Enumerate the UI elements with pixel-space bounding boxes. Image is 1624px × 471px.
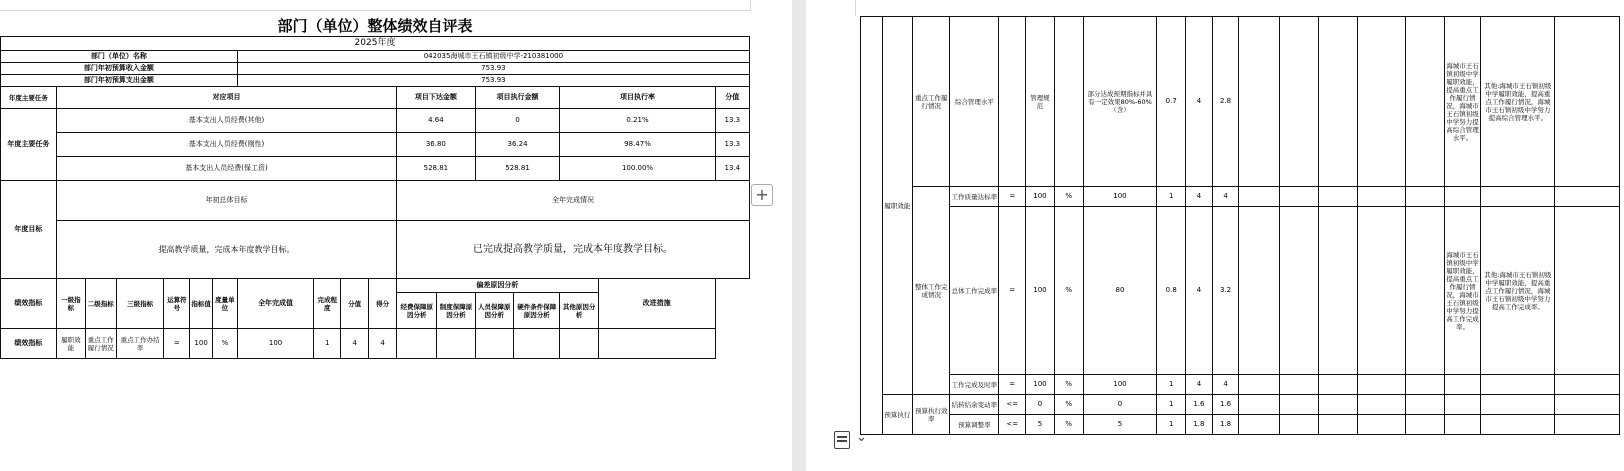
r-measure — [1481, 375, 1555, 395]
r-op: = — [999, 187, 1026, 207]
task-row — [1, 109, 750, 133]
r-l1: 履职效能 — [882, 17, 913, 395]
r-l2: 重点工作履行情况 — [913, 17, 950, 187]
dev-cell — [1280, 415, 1319, 435]
r-done: 部分达成预期指标并具有一定效果80%-60%（含） — [1083, 17, 1157, 187]
self-evaluation-table-left — [0, 16, 750, 359]
l3-header: 三级指标 — [116, 279, 164, 329]
r-target: 100 — [1026, 187, 1055, 207]
trailing-cell — [1555, 395, 1620, 415]
self-evaluation-table-right — [860, 16, 1620, 435]
trailing-cell — [1555, 207, 1620, 375]
r-unit: % — [1054, 375, 1083, 395]
dev-cell — [1358, 395, 1405, 415]
add-page-button[interactable]: + — [751, 184, 773, 206]
rate-header: 项目执行率 — [560, 87, 715, 109]
r-l3: 总体工作完成率 — [950, 207, 999, 375]
issued-header: 项目下达金额 — [397, 87, 476, 109]
task-score: 13.4 — [715, 157, 749, 181]
dev-cell — [1280, 375, 1319, 395]
dev-cell — [1239, 187, 1280, 207]
dev-cell — [1405, 207, 1444, 375]
r-reason — [1444, 187, 1481, 207]
perf-op: = — [164, 329, 190, 359]
r-score: 4 — [1186, 375, 1213, 395]
dev-cell — [1319, 395, 1358, 415]
r-score: 1.6 — [1186, 395, 1213, 415]
dev-cell — [475, 329, 513, 359]
l2-header: 二级指标 — [85, 279, 116, 329]
r-l1: 预算执行 — [882, 395, 913, 435]
done-header: 全年完成值 — [237, 279, 314, 329]
trailing-cell — [1555, 187, 1620, 207]
executed-header: 项目执行金额 — [475, 87, 560, 109]
dev-cell — [1405, 395, 1444, 415]
r-done: 100 — [1083, 187, 1157, 207]
r-got: 4 — [1212, 187, 1239, 207]
dev-col-header: 人员保障原因分析 — [475, 293, 513, 329]
trailing-cell — [1555, 375, 1620, 395]
perf-done: 100 — [237, 329, 314, 359]
r-reason: 海城市王石镇初级中学履职效能，提高重点工作履行情况，海城市王石镇初级中学努力提高综合管理水平。 — [1444, 17, 1481, 187]
table-tools-icon — [834, 431, 850, 449]
dev-cell — [1358, 375, 1405, 395]
r-score: 4 — [1186, 207, 1213, 375]
r-score: 4 — [1186, 187, 1213, 207]
right-page-top-edge — [855, 0, 1624, 16]
dev-cell — [1405, 187, 1444, 207]
r-got: 3.2 — [1212, 207, 1239, 375]
r-got: 2.8 — [1212, 17, 1239, 187]
unit-header: 度量单位 — [212, 279, 237, 329]
r-op: = — [999, 207, 1026, 375]
task-executed: 36.24 — [475, 133, 560, 157]
dev-col-header: 制度保障原因分析 — [437, 293, 475, 329]
task-rate: 0.21% — [560, 109, 715, 133]
r-degree: 1 — [1157, 375, 1186, 395]
year-label: 2025年度 — [1, 37, 750, 51]
r-score: 1.8 — [1186, 415, 1213, 435]
dev-col-header: 其他原因分析 — [560, 293, 598, 329]
r-unit: % — [1054, 415, 1083, 435]
page-gap — [792, 0, 806, 471]
perf-score-header: 分值 — [341, 279, 369, 329]
dev-cell — [1319, 187, 1358, 207]
r-degree: 1 — [1157, 395, 1186, 415]
r-l2: 预算执行效率 — [913, 395, 950, 435]
dev-cell — [1358, 187, 1405, 207]
task-row-label: 年度主要任务 — [1, 109, 57, 181]
r-done: 5 — [1083, 415, 1157, 435]
task-col-header: 年度主要任务 — [1, 87, 57, 109]
r-measure: 其他:海城市王石镇初级中学履职效能，提高重点工作履行情况，海城市王石镇初级中学努力提高综合管理水平。 — [1481, 17, 1555, 187]
dev-cell — [560, 329, 598, 359]
r-got: 1.8 — [1212, 415, 1239, 435]
income-label: 部门年初预算收入金额 — [1, 63, 238, 75]
r-measure — [1481, 415, 1555, 435]
dev-col-header: 经费保障原因分析 — [397, 293, 437, 329]
dev-cell — [1280, 207, 1319, 375]
dev-cell — [1280, 187, 1319, 207]
initial-goal-header: 年初总体目标 — [56, 181, 396, 221]
perf-got-header: 得分 — [369, 279, 397, 329]
task-issued: 4.64 — [397, 109, 476, 133]
perf-row-label: 绩效指标 — [1, 329, 57, 359]
r-unit — [1054, 17, 1083, 187]
task-rate: 98.47% — [560, 133, 715, 157]
dev-cell — [1239, 17, 1280, 187]
r-op: <= — [999, 415, 1026, 435]
l1-header: 一级指标 — [56, 279, 85, 329]
dev-cell — [1319, 375, 1358, 395]
income-value: 753.93 — [237, 63, 749, 75]
r-measure — [1481, 187, 1555, 207]
r-degree: 1 — [1157, 187, 1186, 207]
dept-name-label: 部门（单位）名称 — [1, 51, 238, 63]
measure-cell — [598, 329, 715, 359]
task-row — [1, 133, 750, 157]
perf-score: 4 — [341, 329, 369, 359]
r-unit: % — [1054, 187, 1083, 207]
r-degree: 0.7 — [1157, 17, 1186, 187]
page-title: 部门（单位）整体绩效自评表 — [1, 16, 750, 37]
dev-cell — [1358, 17, 1405, 187]
initial-goal-text: 提高教学质量，完成本年度教学目标。 — [56, 221, 396, 279]
task-executed: 0 — [475, 109, 560, 133]
dev-cell — [437, 329, 475, 359]
score-header: 分值 — [715, 87, 749, 109]
task-project: 基本支出人员经费(刚性) — [56, 133, 396, 157]
task-executed: 528.81 — [475, 157, 560, 181]
r-got: 1.6 — [1212, 395, 1239, 415]
r-l2: 整体工作完成情况 — [913, 187, 950, 395]
task-score: 13.3 — [715, 109, 749, 133]
table-row — [1, 329, 750, 359]
task-issued: 528.81 — [397, 157, 476, 181]
r-l3: 预算调整率 — [950, 415, 999, 435]
r-target: 0 — [1026, 395, 1055, 415]
perf-l3: 重点工作办结率 — [116, 329, 164, 359]
dev-cell — [1239, 207, 1280, 375]
perf-col0-header: 绩效指标 — [1, 279, 57, 329]
task-rate: 100.00% — [560, 157, 715, 181]
r-done: 80 — [1083, 207, 1157, 375]
r-measure — [1481, 395, 1555, 415]
dev-cell — [1405, 415, 1444, 435]
dev-cell — [1280, 17, 1319, 187]
r-target: 管理规范 — [1026, 17, 1055, 187]
right-blank-col — [861, 17, 883, 435]
r-l3: 工作完成及时率 — [950, 375, 999, 395]
r-op — [999, 17, 1026, 187]
r-target: 100 — [1026, 375, 1055, 395]
dev-cell — [513, 329, 560, 359]
r-l3: 结转结余变动率 — [950, 395, 999, 415]
table-row — [861, 207, 1620, 375]
dev-cell — [1319, 207, 1358, 375]
task-project: 基本支出人员经费(保工资) — [56, 157, 396, 181]
table-row — [861, 187, 1620, 207]
r-target: 100 — [1026, 207, 1055, 375]
expense-value: 753.93 — [237, 75, 749, 87]
expense-label: 部门年初预算支出金额 — [1, 75, 238, 87]
perf-unit: % — [212, 329, 237, 359]
r-degree: 0.8 — [1157, 207, 1186, 375]
project-header: 对应项目 — [56, 87, 396, 109]
table-tools-button[interactable] — [832, 427, 876, 453]
measures-header: 改进措施 — [598, 279, 715, 329]
r-target: 5 — [1026, 415, 1055, 435]
dev-cell — [1405, 17, 1444, 187]
perf-target: 100 — [190, 329, 213, 359]
r-unit: % — [1054, 207, 1083, 375]
dept-name-value: 042035海城市王石镇初级中学-210381000 — [237, 51, 749, 63]
perf-got: 4 — [369, 329, 397, 359]
dev-cell — [397, 329, 437, 359]
deviation-header: 偏差原因分析 — [397, 279, 599, 293]
dev-cell — [1239, 375, 1280, 395]
r-reason — [1444, 395, 1481, 415]
perf-l1: 履职效能 — [56, 329, 85, 359]
dev-cell — [1319, 17, 1358, 187]
dev-cell — [1405, 375, 1444, 395]
dev-cell — [1239, 415, 1280, 435]
trailing-cell — [1555, 17, 1620, 187]
left-page-top-edge — [0, 0, 751, 11]
perf-l2: 重点工作履行情况 — [85, 329, 116, 359]
table-row — [861, 415, 1620, 435]
dev-cell — [1358, 207, 1405, 375]
task-row — [1, 157, 750, 181]
dev-cell — [1239, 395, 1280, 415]
r-op: = — [999, 375, 1026, 395]
task-project: 基本支出人员经费(其他) — [56, 109, 396, 133]
task-score: 13.3 — [715, 133, 749, 157]
r-l3: 综合管理水平 — [950, 17, 999, 187]
r-reason — [1444, 375, 1481, 395]
degree-header: 完成程度 — [314, 279, 341, 329]
task-issued: 36.80 — [397, 133, 476, 157]
table-row — [861, 17, 1620, 187]
r-measure: 其他:海城市王石镇初级中学履职效能，提高重点工作履行情况，海城市王石镇初级中学努力提高工作完成率。 — [1481, 207, 1555, 375]
op-header: 运算符号 — [164, 279, 190, 329]
trailing-cell — [1555, 415, 1620, 435]
r-l3: 工作质量达标率 — [950, 187, 999, 207]
r-reason — [1444, 415, 1481, 435]
dev-cell — [1319, 415, 1358, 435]
r-score: 4 — [1186, 17, 1213, 187]
target-header: 指标值 — [190, 279, 213, 329]
table-row — [861, 395, 1620, 415]
perf-degree: 1 — [314, 329, 341, 359]
r-done: 0 — [1083, 395, 1157, 415]
done-goal-header: 全年完成情况 — [397, 181, 750, 221]
table-row — [861, 375, 1620, 395]
dev-cell — [1358, 415, 1405, 435]
dev-col-header: 硬件条件保障原因分析 — [513, 293, 560, 329]
r-unit: % — [1054, 395, 1083, 415]
done-goal-text: 已完成提高教学质量，完成本年度教学目标。 — [397, 221, 750, 279]
chevron-down-icon: ⌄ — [856, 430, 867, 445]
r-degree: 1 — [1157, 415, 1186, 435]
r-reason: 海城市王石镇初级中学履职效能，提高重点工作履行情况，海城市王石镇初级中学努力提高工作完成率。 — [1444, 207, 1481, 375]
dev-cell — [1280, 395, 1319, 415]
r-got: 4 — [1212, 375, 1239, 395]
r-done: 100 — [1083, 375, 1157, 395]
goals-label: 年度目标 — [1, 181, 57, 279]
r-op: <= — [999, 395, 1026, 415]
